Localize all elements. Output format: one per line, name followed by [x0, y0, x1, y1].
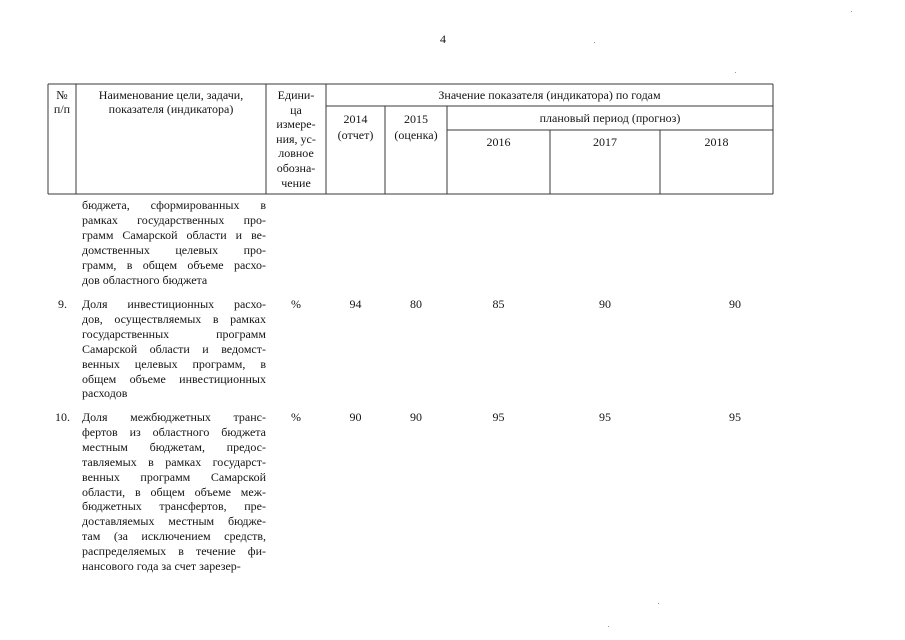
row-9-name [82, 297, 266, 401]
row-9-num: 9. [58, 297, 67, 311]
row-2-name-line: Доля межбюджетных транс- [82, 410, 266, 424]
row-10-2017: 95 [599, 410, 611, 424]
row-0-name-line: бюджета, сформированных в [82, 198, 266, 212]
row-0-name-line: рамках государственных про- [82, 212, 266, 227]
row-10-2014: 90 [349, 410, 362, 424]
row-9-2017: 90 [599, 297, 611, 311]
row-1-name-line: Доля инвестиционных расхо- [82, 297, 266, 311]
header-2018: 2018 [704, 135, 729, 149]
row-9-2018: 90 [729, 297, 741, 311]
row-2-name-line: области, в общем объеме меж- [82, 484, 266, 499]
row-2-name-line: там (за исключением средств, [82, 529, 266, 544]
row-1-name-line: венных целевых программ, в [82, 356, 266, 371]
row-9-unit: % [291, 297, 301, 311]
row-2-name-line: распределяемых в течение фи- [82, 544, 266, 559]
header-values-by-year: Значение показателя (индикатора) по годам [438, 88, 661, 102]
row-1-name-line: общем объеме инвестиционных [82, 371, 266, 386]
header-2014: 2014 (отчет) [337, 112, 374, 142]
page-number: 4 [440, 32, 446, 46]
header-num: № п/п [53, 88, 71, 116]
header-2015: 2015 (оценка) [394, 112, 438, 142]
row-1-name-line: государственных программ [82, 326, 266, 341]
row-10-name [82, 410, 266, 574]
scan-speck [608, 626, 609, 627]
row-2-name-line: местным бюджетам, предос- [82, 439, 266, 454]
row-9-2014: 94 [349, 297, 362, 311]
header-planned-period: плановый период (прогноз) [539, 111, 681, 125]
header-2017: 2017 [593, 135, 617, 149]
row-continuation-name [82, 198, 266, 287]
row-10-num: 10. [55, 410, 70, 424]
row-10-2016: 95 [492, 410, 505, 424]
row-2-name-line: тавляемых в рамках государст- [82, 454, 266, 469]
row-0-name-line: грамм Самарской области и ве- [82, 227, 266, 242]
scan-speck [735, 72, 736, 73]
row-2-name-line: доставляемых местным бюдже- [82, 514, 266, 529]
scan-speck [594, 42, 595, 43]
header-unit: Едини- ца измере- ния, ус- ловное обозна- чение [276, 88, 316, 190]
row-10-2018: 95 [729, 410, 741, 424]
row-2-name-line: венных программ Самарской [82, 469, 266, 484]
row-0-name-line: домственных целевых про- [82, 242, 266, 257]
row-9-2015: 80 [410, 297, 422, 311]
row-1-name-line: дов, осуществляемых в рамках [82, 311, 266, 326]
row-0-name-line: грамм, в общем объеме расхо- [82, 257, 266, 272]
row-10-2015: 90 [410, 410, 422, 424]
row-2-name-line: бюджетных трансфертов, пре- [82, 499, 266, 514]
row-10-unit: % [291, 410, 301, 424]
row-2-name-line: фертов из областного бюджета [82, 424, 266, 439]
header-2016: 2016 [486, 135, 511, 149]
scan-speck [851, 11, 852, 12]
row-2-name-line: нансового года за счет зарезер- [82, 559, 241, 574]
header-name: Наименование цели, задачи, показателя (индикатора) [98, 88, 244, 116]
row-1-name-line: расходов [82, 386, 128, 401]
row-1-name-line: Самарской области и ведомст- [82, 341, 266, 356]
row-0-name-line: дов областного бюджета [82, 272, 208, 287]
row-9-2016: 85 [492, 297, 505, 311]
scan-speck [658, 603, 659, 604]
